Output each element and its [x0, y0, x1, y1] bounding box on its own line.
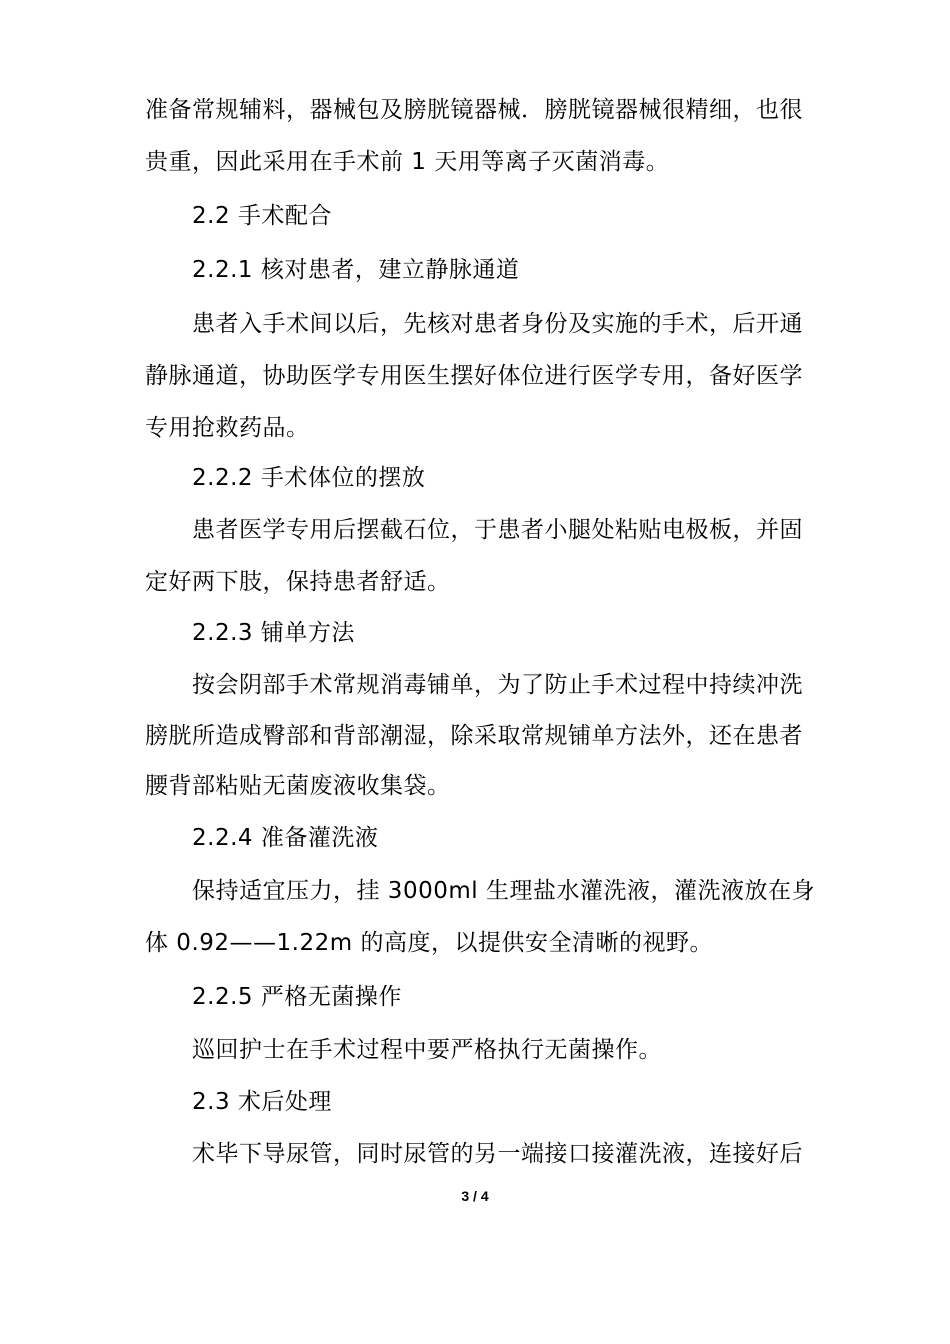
body-text-line: 专用抢救药品。 [145, 415, 310, 441]
section-heading: 2.2 手术配合 [192, 203, 332, 229]
body-text-line: 静脉通道，协助医学专用医生摆好体位进行医学专用，备好医学 [145, 363, 803, 389]
body-text-line: 患者入手术间以后，先核对患者身份及实施的手术，后开通 [192, 311, 803, 337]
subsection-heading: 2.2.5 严格无菌操作 [192, 984, 402, 1010]
body-text-line: 保持适宜压力，挂 3000ml 生理盐水灌洗液，灌洗液放在身 [192, 878, 815, 904]
body-text-line: 准备常规辅料，器械包及膀胱镜器械．膀胱镜器械很精细，也很 [145, 97, 803, 123]
body-text-line: 体 0.92——1.22m 的高度，以提供安全清晰的视野。 [145, 930, 713, 956]
body-text-line: 定好两下肢，保持患者舒适。 [145, 569, 451, 595]
subsection-heading: 2.2.4 准备灌洗液 [192, 825, 379, 851]
subsection-heading: 2.2.1 核对患者，建立静脉通道 [192, 257, 520, 283]
subsection-heading: 2.2.3 铺单方法 [192, 620, 355, 646]
body-text-line: 腰背部粘贴无菌废液收集袋。 [145, 773, 451, 799]
body-text-line: 贵重，因此采用在手术前 1 天用等离子灭菌消毒。 [145, 149, 670, 175]
subsection-heading: 2.2.2 手术体位的摆放 [192, 465, 426, 491]
body-text-line: 按会阴部手术常规消毒铺单，为了防止手术过程中持续冲洗 [192, 672, 803, 698]
section-heading: 2.3 术后处理 [192, 1089, 332, 1115]
body-text-line: 巡回护士在手术过程中要严格执行无菌操作。 [192, 1037, 662, 1063]
body-text-line: 患者医学专用后摆截石位，于患者小腿处粘贴电极板，并固 [192, 517, 803, 543]
page-number: 3 / 4 [461, 1188, 489, 1204]
body-text-line: 膀胱所造成臀部和背部潮湿，除采取常规铺单方法外，还在患者 [145, 723, 803, 749]
body-text-line: 术毕下导尿管，同时尿管的另一端接口接灌洗液，连接好后 [192, 1141, 803, 1167]
